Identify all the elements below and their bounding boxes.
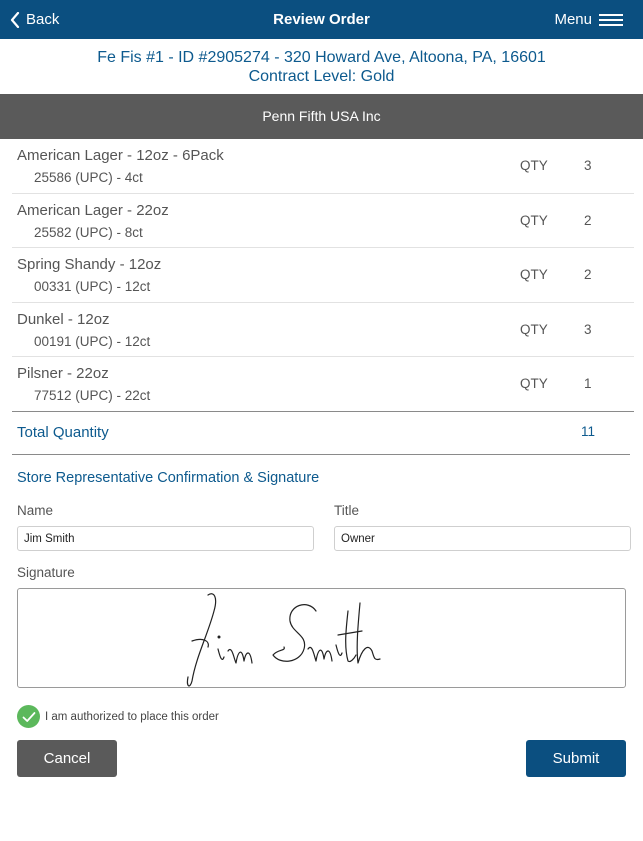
nav-bar (0, 0, 643, 39)
chevron-left-icon (10, 12, 20, 28)
qty-label: QTY (520, 158, 548, 173)
list-item (12, 303, 634, 358)
checkmark-icon (22, 711, 36, 723)
authorization-text: I am authorized to place this order (45, 710, 219, 723)
item-upc: 77512 (UPC) - 22ct (34, 388, 151, 403)
total-row (12, 412, 630, 455)
total-label: Total Quantity (17, 424, 109, 441)
item-qty: 3 (584, 158, 592, 173)
authorization-row (17, 705, 219, 728)
item-name: American Lager - 22oz (17, 201, 169, 219)
item-qty: 1 (584, 376, 592, 391)
hamburger-icon (599, 11, 623, 29)
signature-pad[interactable] (17, 588, 626, 688)
list-item (12, 139, 634, 194)
total-value: 11 (581, 424, 596, 439)
item-name: American Lager - 12oz - 6Pack (17, 147, 224, 164)
item-upc: 00331 (UPC) - 12ct (34, 279, 151, 294)
item-name: Dunkel - 12oz (17, 310, 110, 328)
item-qty: 2 (584, 267, 592, 282)
signature-label: Signature (17, 565, 75, 580)
cancel-button[interactable]: Cancel (17, 740, 117, 777)
signature-drawing (18, 589, 625, 687)
item-qty: 2 (584, 212, 592, 228)
item-upc: 25582 (UPC) - 8ct (34, 224, 143, 240)
name-label: Name (17, 503, 54, 518)
store-info: Fe Fis #1 - ID #2905274 - 320 Howard Ave, Altoona, PA, 16601 (97, 49, 546, 66)
authorization-checkbox[interactable] (17, 705, 40, 728)
submit-button[interactable]: Submit (526, 740, 626, 777)
contract-level: Contract Level: Gold (248, 68, 395, 85)
menu-button[interactable] (554, 0, 623, 39)
item-name: Spring Shandy - 12oz (17, 256, 162, 273)
title-label: Title (334, 503, 360, 518)
qty-label: QTY (520, 212, 548, 228)
list-item (12, 357, 634, 412)
back-label: Back (26, 11, 60, 28)
store-header (0, 39, 643, 94)
qty-label: QTY (520, 376, 548, 391)
list-item (12, 248, 634, 303)
qty-label: QTY (520, 321, 548, 337)
page-title: Review Order (273, 11, 370, 28)
list-item (12, 194, 634, 249)
qty-label: QTY (520, 267, 548, 282)
item-upc: 00191 (UPC) - 12ct (34, 333, 151, 349)
item-name: Pilsner - 22oz (17, 365, 109, 382)
name-input[interactable] (17, 526, 314, 551)
distributor-bar: Penn Fifth USA Inc (0, 94, 643, 139)
menu-label: Menu (554, 11, 592, 28)
item-upc: 25586 (UPC) - 4ct (34, 170, 143, 185)
back-button[interactable] (10, 0, 59, 39)
confirmation-heading: Store Representative Confirmation & Signature (17, 470, 320, 486)
title-input[interactable] (334, 526, 631, 551)
order-items-list (12, 139, 634, 412)
item-qty: 3 (584, 321, 592, 337)
